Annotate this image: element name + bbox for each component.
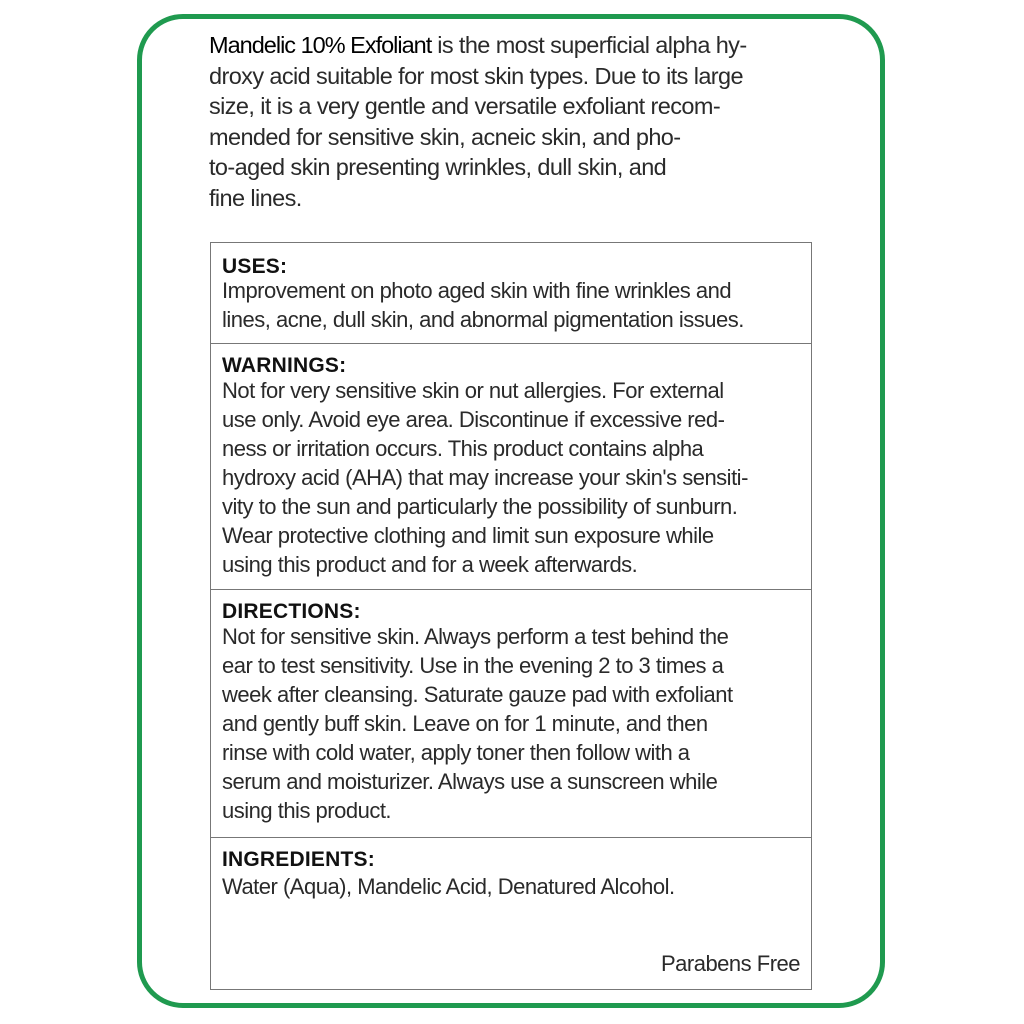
warnings-body: [222, 376, 748, 579]
directions-body: [222, 622, 733, 825]
ingredients-heading: INGREDIENTS:: [222, 848, 375, 871]
uses-heading: USES:: [222, 255, 288, 278]
uses-body: [222, 276, 744, 334]
directions-line: serum and moisturizer. Always use a sunscreen while: [222, 769, 718, 794]
intro-line: [209, 30, 809, 61]
parabens-free-note: Parabens Free: [660, 951, 800, 976]
warnings-line: use only. Avoid eye area. Discontinue if excessive red-: [222, 407, 725, 432]
warnings-line: ness or irritation occurs. This product contains alpha: [222, 436, 704, 461]
warnings-line: using this product and for a week afterwards.: [222, 552, 638, 577]
product-name: Mandelic 10% Exfoliant: [209, 32, 432, 58]
intro-line: to-aged skin presenting wrinkles, dull skin, and: [209, 154, 667, 180]
directions-section: [211, 590, 811, 838]
warnings-section: [211, 344, 811, 590]
intro-line: size, it is a very gentle and versatile exfoliant recom-: [209, 93, 721, 119]
warnings-line: Not for very sensitive skin or nut allergies. For external: [222, 378, 724, 403]
uses-section: [211, 243, 811, 344]
intro-line: fine lines.: [209, 184, 302, 211]
ingredients-body: [222, 872, 675, 901]
ingredients-line: Water (Aqua), Mandelic Acid, Denatured Alcohol.: [222, 874, 675, 899]
directions-line: ear to test sensitivity. Use in the evening 2 to 3 times a: [222, 653, 724, 678]
warnings-line: hydroxy acid (AHA) that may increase your skin's sensiti-: [222, 465, 748, 490]
directions-line: Not for sensitive skin. Always perform a test behind the: [222, 624, 729, 649]
directions-line: week after cleansing. Saturate gauze pad with exfoliant: [222, 682, 733, 707]
directions-heading: DIRECTIONS:: [222, 600, 361, 623]
intro-line: mended for sensitive skin, acneic skin, and pho-: [209, 123, 681, 150]
intro-paragraph: [209, 30, 809, 213]
uses-line: lines, acne, dull skin, and abnormal pigmentation issues.: [222, 307, 744, 332]
directions-line: using this product.: [222, 798, 392, 823]
ingredients-section: [211, 838, 811, 989]
directions-line: and gently buff skin. Leave on for 1 minute, and then: [222, 711, 708, 736]
uses-line: Improvement on photo aged skin with fine wrinkles and: [222, 278, 732, 303]
info-table: [210, 242, 812, 990]
intro-line: droxy acid suitable for most skin types. Due to its large: [209, 62, 743, 89]
directions-line: rinse with cold water, apply toner then follow with a: [222, 740, 690, 765]
warnings-line: vity to the sun and particularly the possibility of sunburn.: [222, 494, 738, 519]
intro-text: is the most superficial alpha hy-: [431, 32, 747, 58]
warnings-line: Wear protective clothing and limit sun exposure while: [222, 523, 714, 548]
warnings-heading: WARNINGS:: [222, 354, 347, 377]
